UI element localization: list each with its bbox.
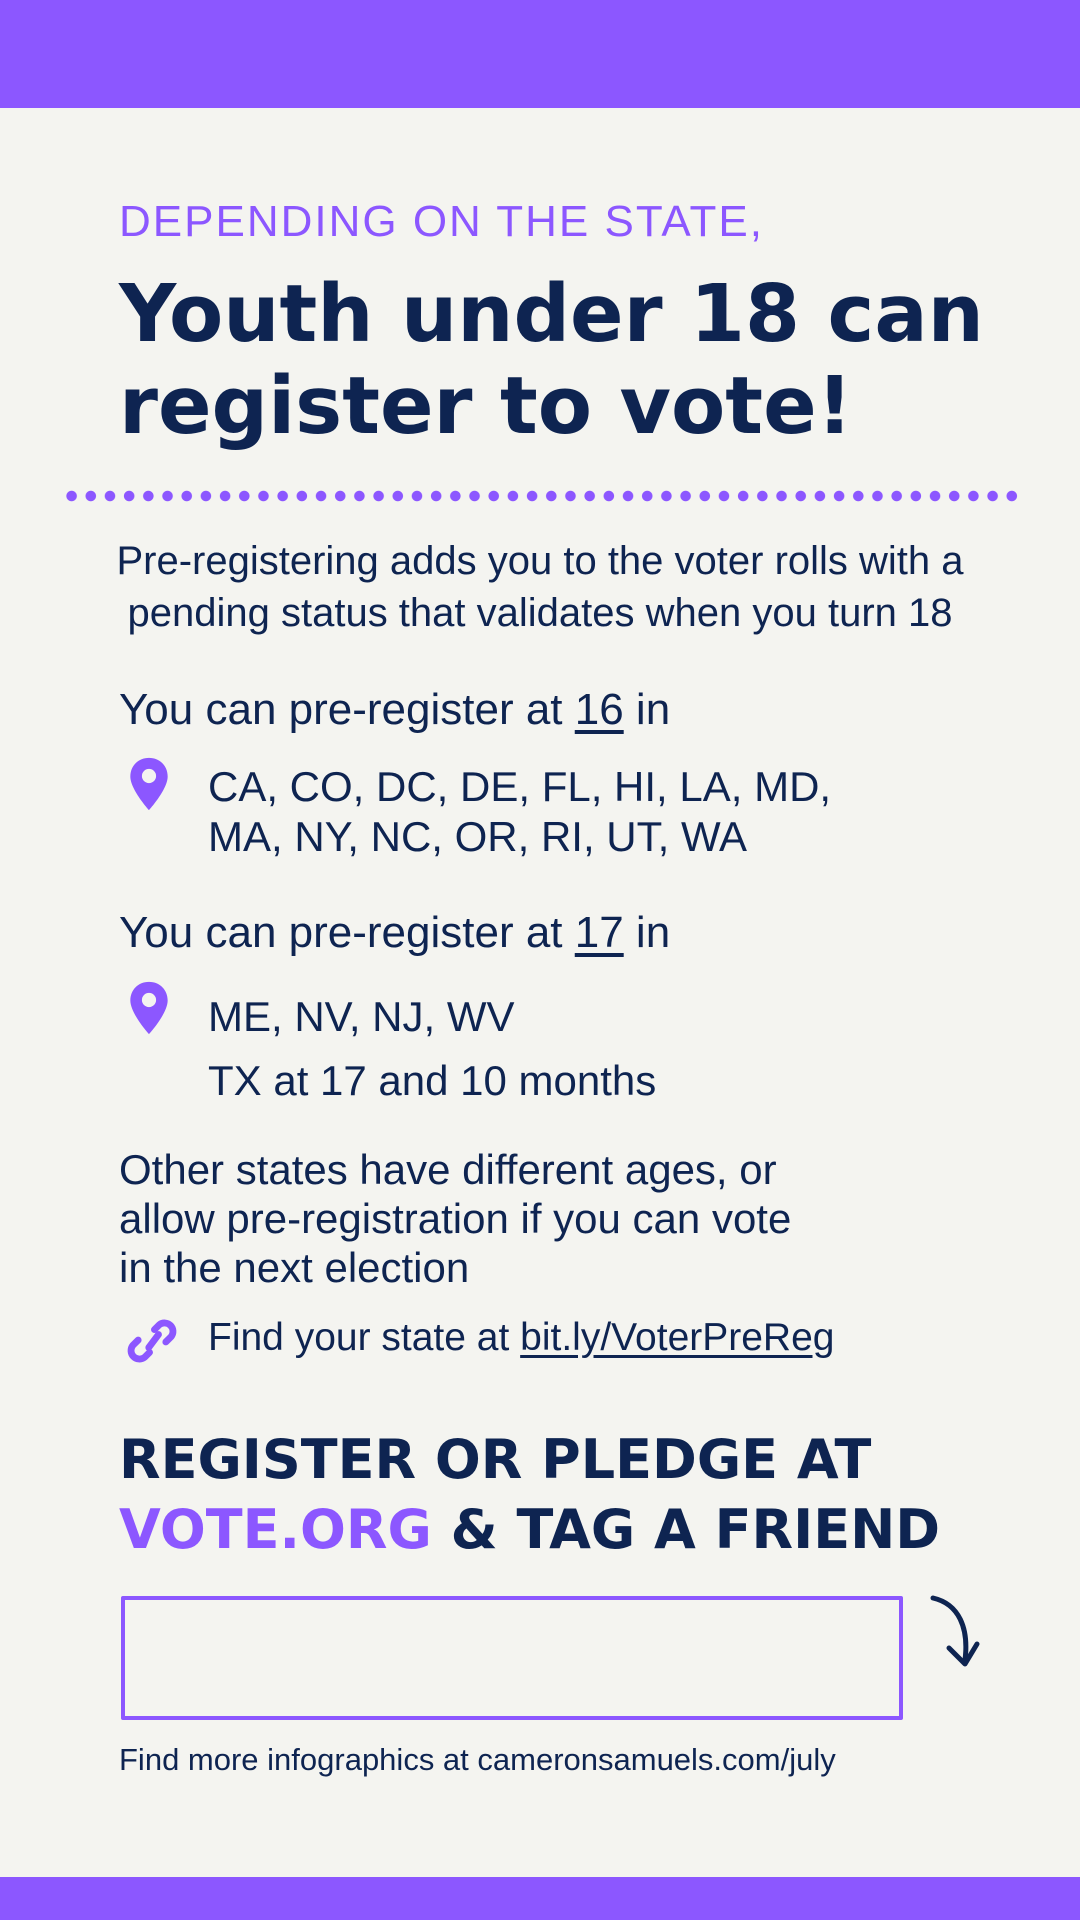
dotted-divider bbox=[62, 490, 1022, 502]
age-17-suffix: in bbox=[623, 908, 671, 957]
cta-heading bbox=[119, 1425, 1069, 1565]
age-16-states-line-2: MA, NY, NC, OR, RI, UT, WA bbox=[208, 813, 748, 860]
age-17-value: 17 bbox=[574, 908, 624, 957]
intro-paragraph bbox=[40, 535, 1040, 639]
curved-arrow-down-icon bbox=[925, 1590, 985, 1680]
cta-line-1: REGISTER OR PLEDGE AT bbox=[119, 1428, 872, 1491]
vote-org-link[interactable]: VOTE.ORG bbox=[119, 1498, 432, 1561]
other-line-2: allow pre-registration if you can vote bbox=[119, 1195, 792, 1242]
find-state-prefix: Find your state at bbox=[208, 1316, 521, 1359]
age-17-states-line-2: TX at 17 and 10 months bbox=[208, 1057, 657, 1104]
intro-line-1: Pre-registering adds you to the voter rolls with a bbox=[116, 539, 964, 583]
footer-text: Find more infographics at cameronsamuels.com/july bbox=[119, 1742, 836, 1777]
age-16-heading bbox=[119, 685, 670, 735]
top-color-band bbox=[0, 0, 1080, 108]
map-pin-icon bbox=[126, 756, 172, 812]
intro-line-2: pending status that validates when you turn 18 bbox=[127, 591, 953, 635]
age-16-prefix: You can pre-register at bbox=[119, 685, 575, 734]
age-17-prefix: You can pre-register at bbox=[119, 908, 575, 957]
cta-line-2 bbox=[119, 1495, 1069, 1565]
tag-friend-box bbox=[121, 1596, 903, 1720]
headline bbox=[119, 268, 1019, 452]
age-16-suffix: in bbox=[623, 685, 671, 734]
age-16-states bbox=[208, 762, 831, 862]
headline-line-1: Youth under 18 can bbox=[119, 268, 984, 360]
cta-line-2-rest: & TAG A FRIEND bbox=[431, 1498, 941, 1561]
eyebrow-text: DEPENDING ON THE STATE, bbox=[119, 197, 764, 246]
other-states-paragraph bbox=[119, 1145, 919, 1292]
other-line-1: Other states have different ages, or bbox=[119, 1146, 777, 1193]
age-17-states-line-1: ME, NV, NJ, WV bbox=[208, 993, 515, 1040]
link-icon bbox=[126, 1315, 178, 1367]
age-17-states bbox=[208, 985, 656, 1113]
age-16-value: 16 bbox=[574, 685, 624, 734]
headline-line-2: register to vote! bbox=[119, 360, 853, 452]
age-16-states-line-1: CA, CO, DC, DE, FL, HI, LA, MD, bbox=[208, 763, 832, 810]
bottom-color-band bbox=[0, 1877, 1080, 1920]
age-17-heading bbox=[119, 908, 670, 958]
find-state-line bbox=[208, 1316, 834, 1360]
find-state-link[interactable]: bit.ly/VoterPreReg bbox=[520, 1316, 835, 1359]
other-line-3: in the next election bbox=[119, 1244, 470, 1291]
map-pin-icon bbox=[126, 980, 172, 1036]
